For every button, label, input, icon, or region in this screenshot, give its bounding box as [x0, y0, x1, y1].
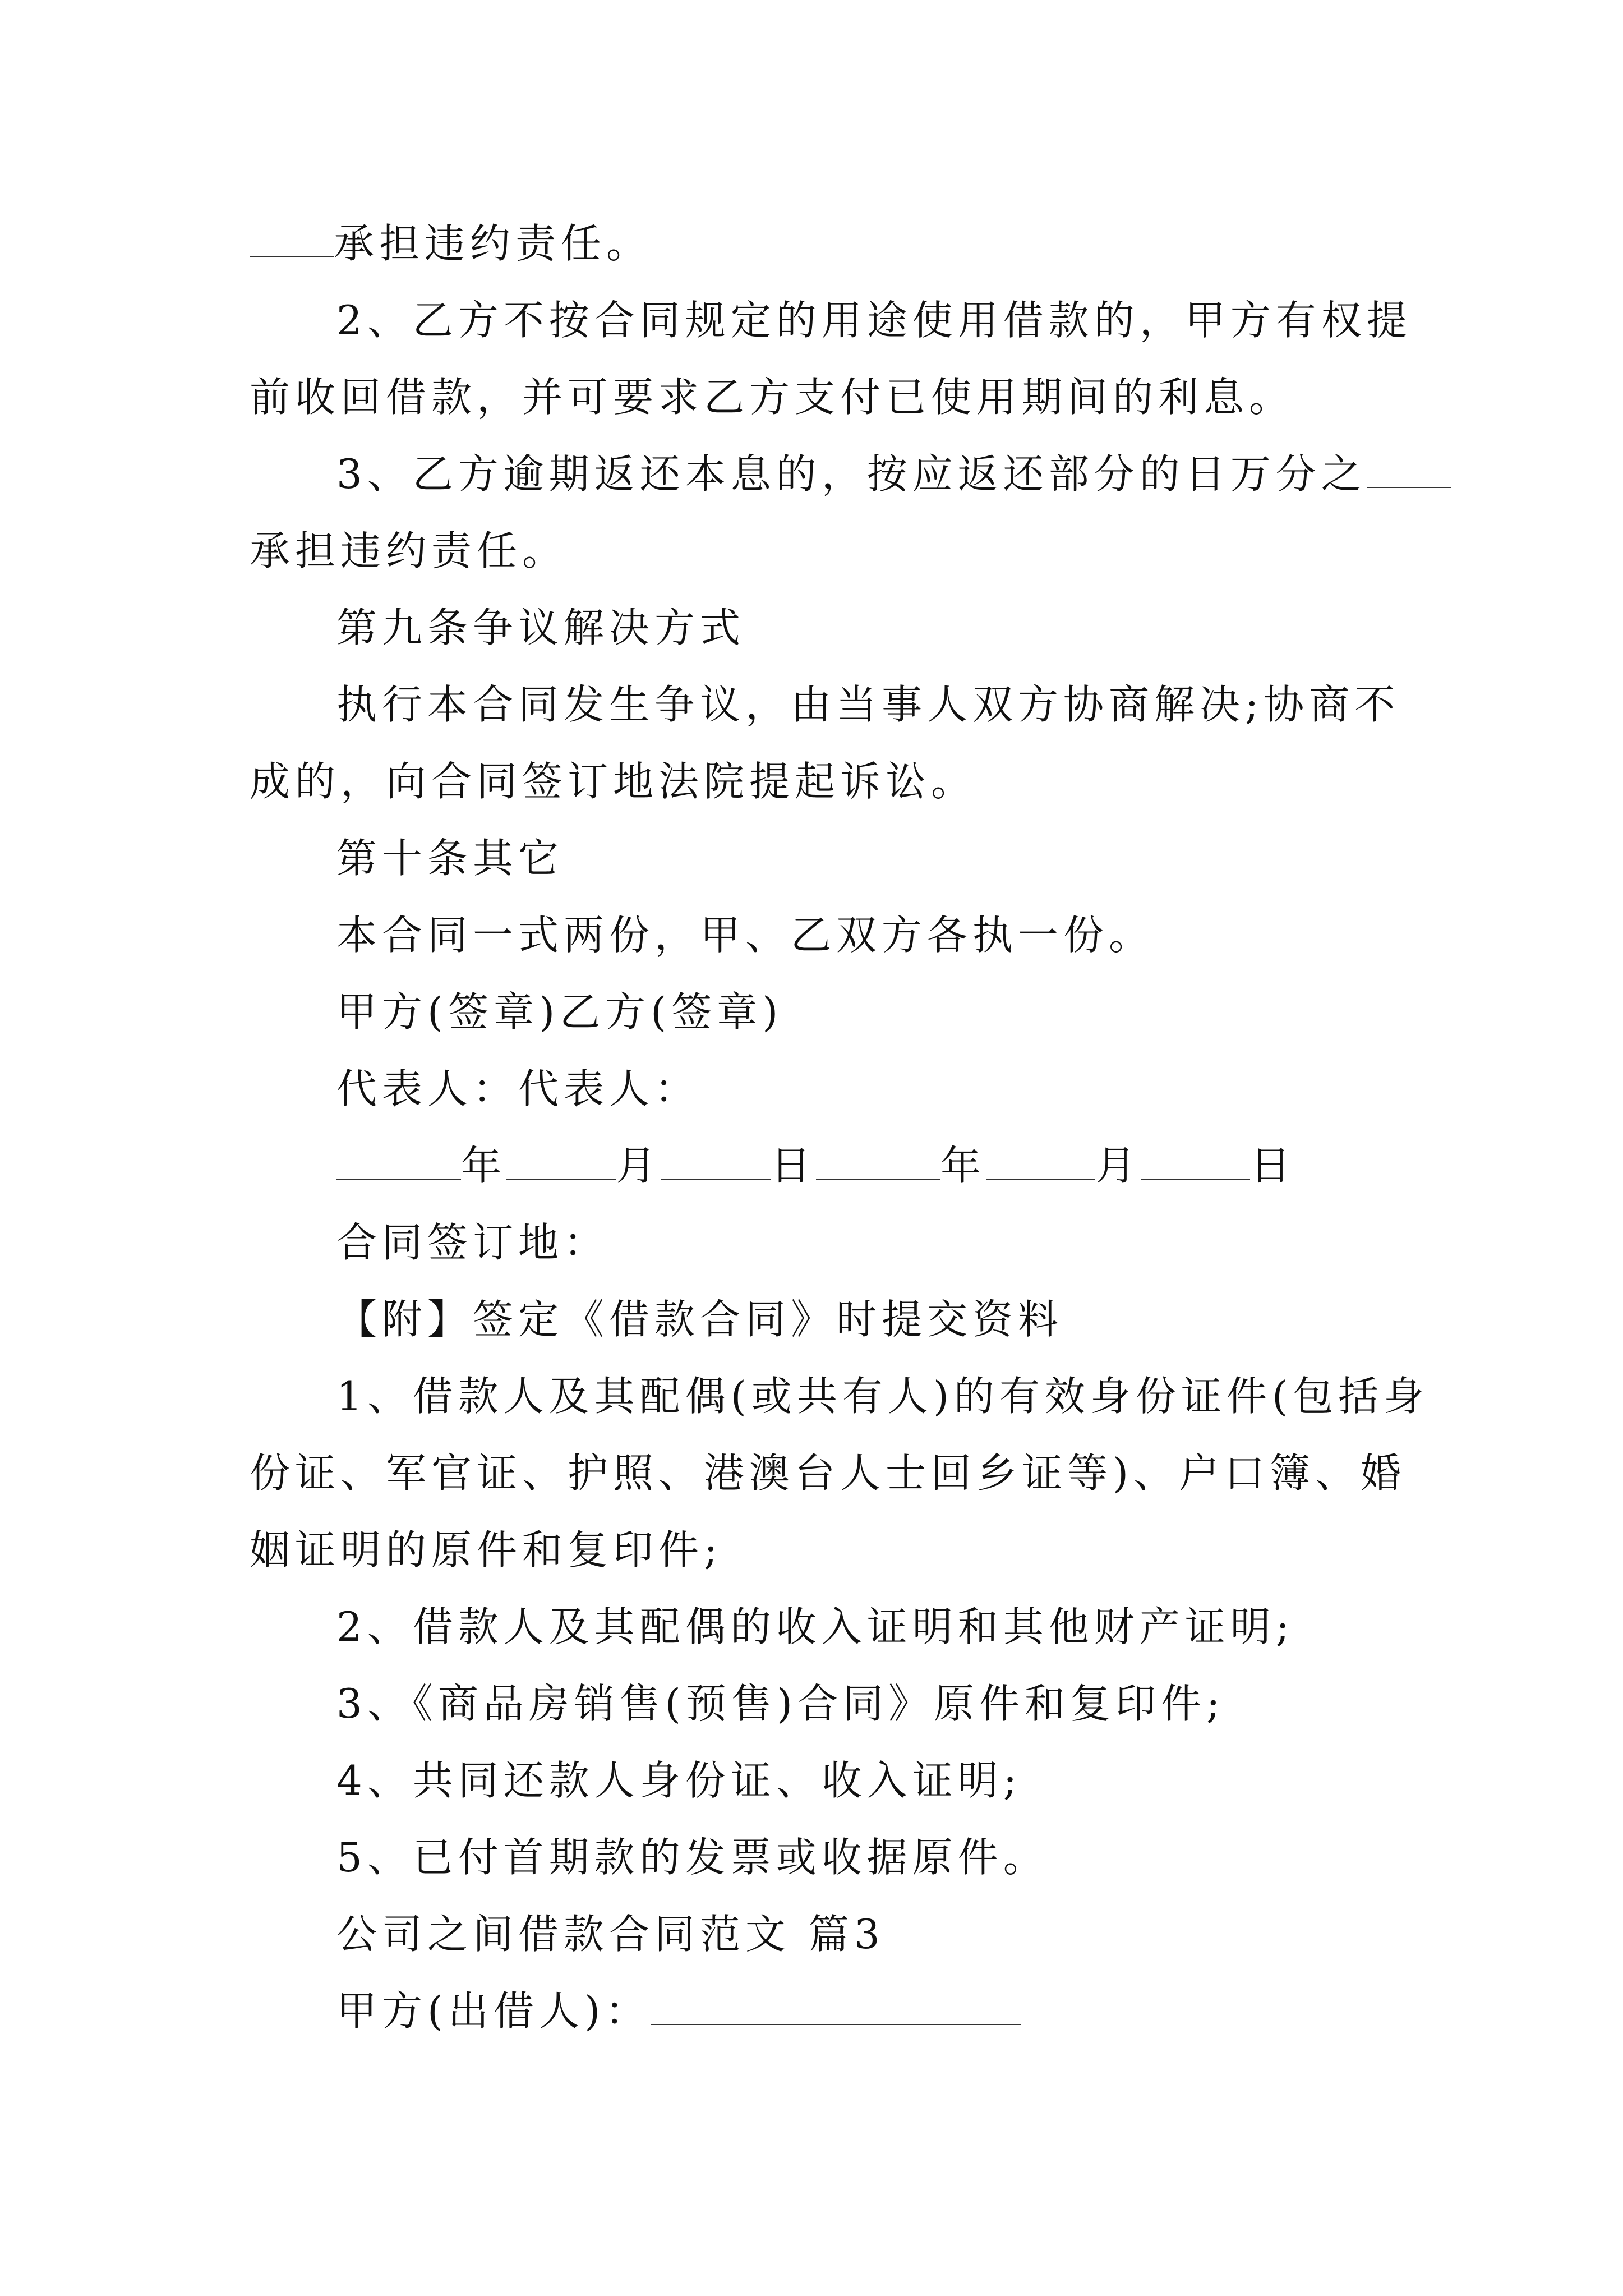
list-item: 2、借款人及其配偶的收入证明和其他财产证明; [336, 1603, 1295, 1650]
list-item-continuation: 份证、军官证、护照、港澳台人士回乡证等)、户口簿、婚 [250, 1450, 1407, 1497]
article-title: 公司之间借款合同范文 篇3 [336, 1911, 885, 1958]
representative-line: 代表人：代表人： [336, 1065, 700, 1112]
section-heading: 第十条其它 [336, 835, 564, 882]
fill-in-blank [661, 1146, 771, 1180]
list-item: 4、共同还款人身份证、收入证明; [336, 1757, 1022, 1804]
list-item-continuation: 姻证明的原件和复印件; [250, 1526, 723, 1573]
fill-in-blank [651, 1991, 1021, 2025]
signing-place-line: 合同签订地： [336, 1219, 610, 1266]
paragraph-line: 执行本合同发生争议，由当事人双方协商解决;协商不 [336, 681, 1400, 728]
fill-in-blank [250, 224, 334, 257]
date-line: 年 月 日 年 月 日 [336, 1138, 1295, 1194]
fill-in-blank [336, 1146, 461, 1180]
paragraph-line: 本合同一式两份，甲、乙双方各执一份。 [336, 912, 1155, 959]
fill-in-blank [1367, 454, 1451, 488]
list-item: 3、《商品房销售(预售)合同》原件和复印件; [336, 1680, 1225, 1727]
fill-in-blank [1141, 1146, 1250, 1180]
fill-in-blank [816, 1146, 940, 1180]
party-a-line: 甲方(出借人)： [336, 1983, 1021, 2039]
fill-in-blank [986, 1146, 1095, 1180]
paragraph-line: 前收回借款，并可要求乙方支付已使用期间的利息。 [250, 374, 1295, 421]
paragraph-line: 2、乙方不按合同规定的用途使用借款的，甲方有权提 [336, 297, 1412, 344]
paragraph-line: 承担违约责任。 [250, 215, 652, 272]
list-item: 5、已付首期款的发票或收据原件。 [336, 1834, 1049, 1881]
section-heading: 第九条争议解决方式 [336, 604, 746, 651]
paragraph-line: 承担违约责任。 [250, 527, 568, 574]
appendix-heading: 【附】签定《借款合同》时提交资料 [336, 1296, 1064, 1343]
paragraph-line: 3、乙方逾期返还本息的，按应返还部分的日万分之 [336, 446, 1451, 502]
list-item: 1、借款人及其配偶(或共有人)的有效身份证件(包括身 [336, 1373, 1430, 1420]
signature-line: 甲方(签章)乙方(签章) [336, 988, 783, 1036]
fill-in-blank [506, 1146, 616, 1180]
paragraph-line: 成的，向合同签订地法院提起诉讼。 [250, 758, 977, 805]
